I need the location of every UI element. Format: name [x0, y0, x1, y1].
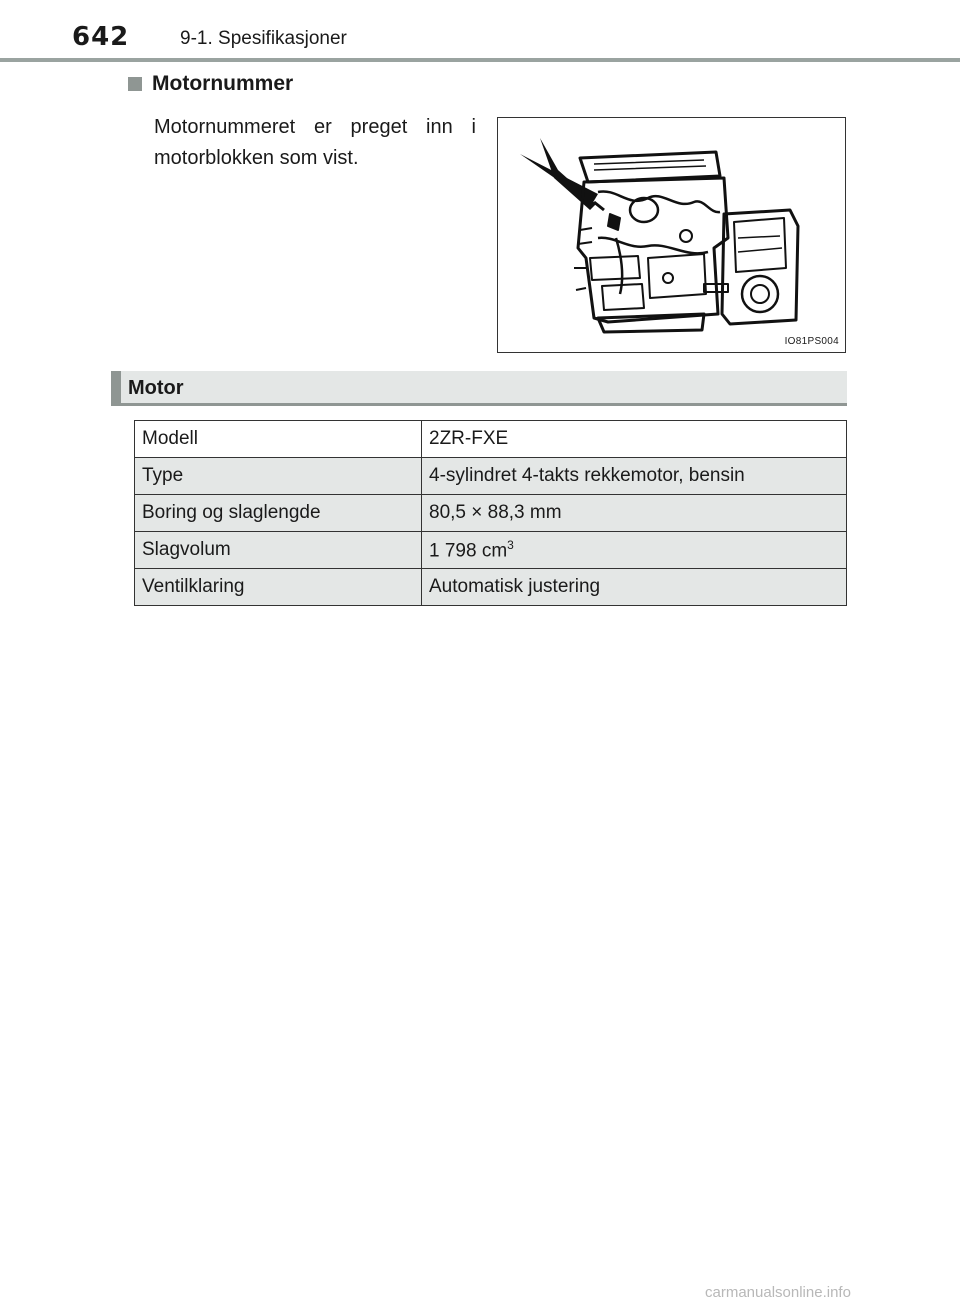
- header-divider: [0, 58, 960, 62]
- table-row: [135, 421, 847, 458]
- engine-drawing: [498, 118, 845, 352]
- table-row: [135, 495, 847, 532]
- section-title: 9-1. Spesifikasjoner: [180, 28, 347, 49]
- spec-label: Type: [135, 458, 422, 495]
- spec-value-text: 1 798 cm: [429, 540, 508, 562]
- spec-value: Automatisk justering: [422, 569, 847, 606]
- motor-spec-table: [134, 420, 847, 606]
- page-number: 642: [72, 22, 130, 52]
- square-bullet-icon: [128, 77, 142, 91]
- table-row: [135, 458, 847, 495]
- figure-code: IO81PS004: [784, 336, 839, 347]
- spec-label: Boring og slaglengde: [135, 495, 422, 532]
- engine-number-heading: [128, 72, 293, 96]
- spec-value: [422, 532, 847, 569]
- spec-value-superscript: 3: [507, 537, 514, 552]
- spec-value: 4-sylindret 4-takts rekkemotor, bensin: [422, 458, 847, 495]
- section-header-title: Motor: [128, 377, 184, 399]
- table-row: [135, 569, 847, 606]
- spec-label: Slagvolum: [135, 532, 422, 569]
- section-header-motor: [111, 371, 847, 406]
- spec-value: 2ZR-FXE: [422, 421, 847, 458]
- table-row: [135, 532, 847, 569]
- spec-label: Modell: [135, 421, 422, 458]
- spec-label: Ventilklaring: [135, 569, 422, 606]
- engine-number-heading-text: Motornummer: [152, 72, 294, 95]
- engine-illustration: [497, 117, 846, 353]
- spec-value: 80,5 × 88,3 mm: [422, 495, 847, 532]
- engine-number-description: Motornummeret er preget inn i motorblokken som vist.: [154, 116, 476, 169]
- section-header-accent: [111, 371, 121, 403]
- watermark: carmanualsonline.info: [705, 1284, 851, 1301]
